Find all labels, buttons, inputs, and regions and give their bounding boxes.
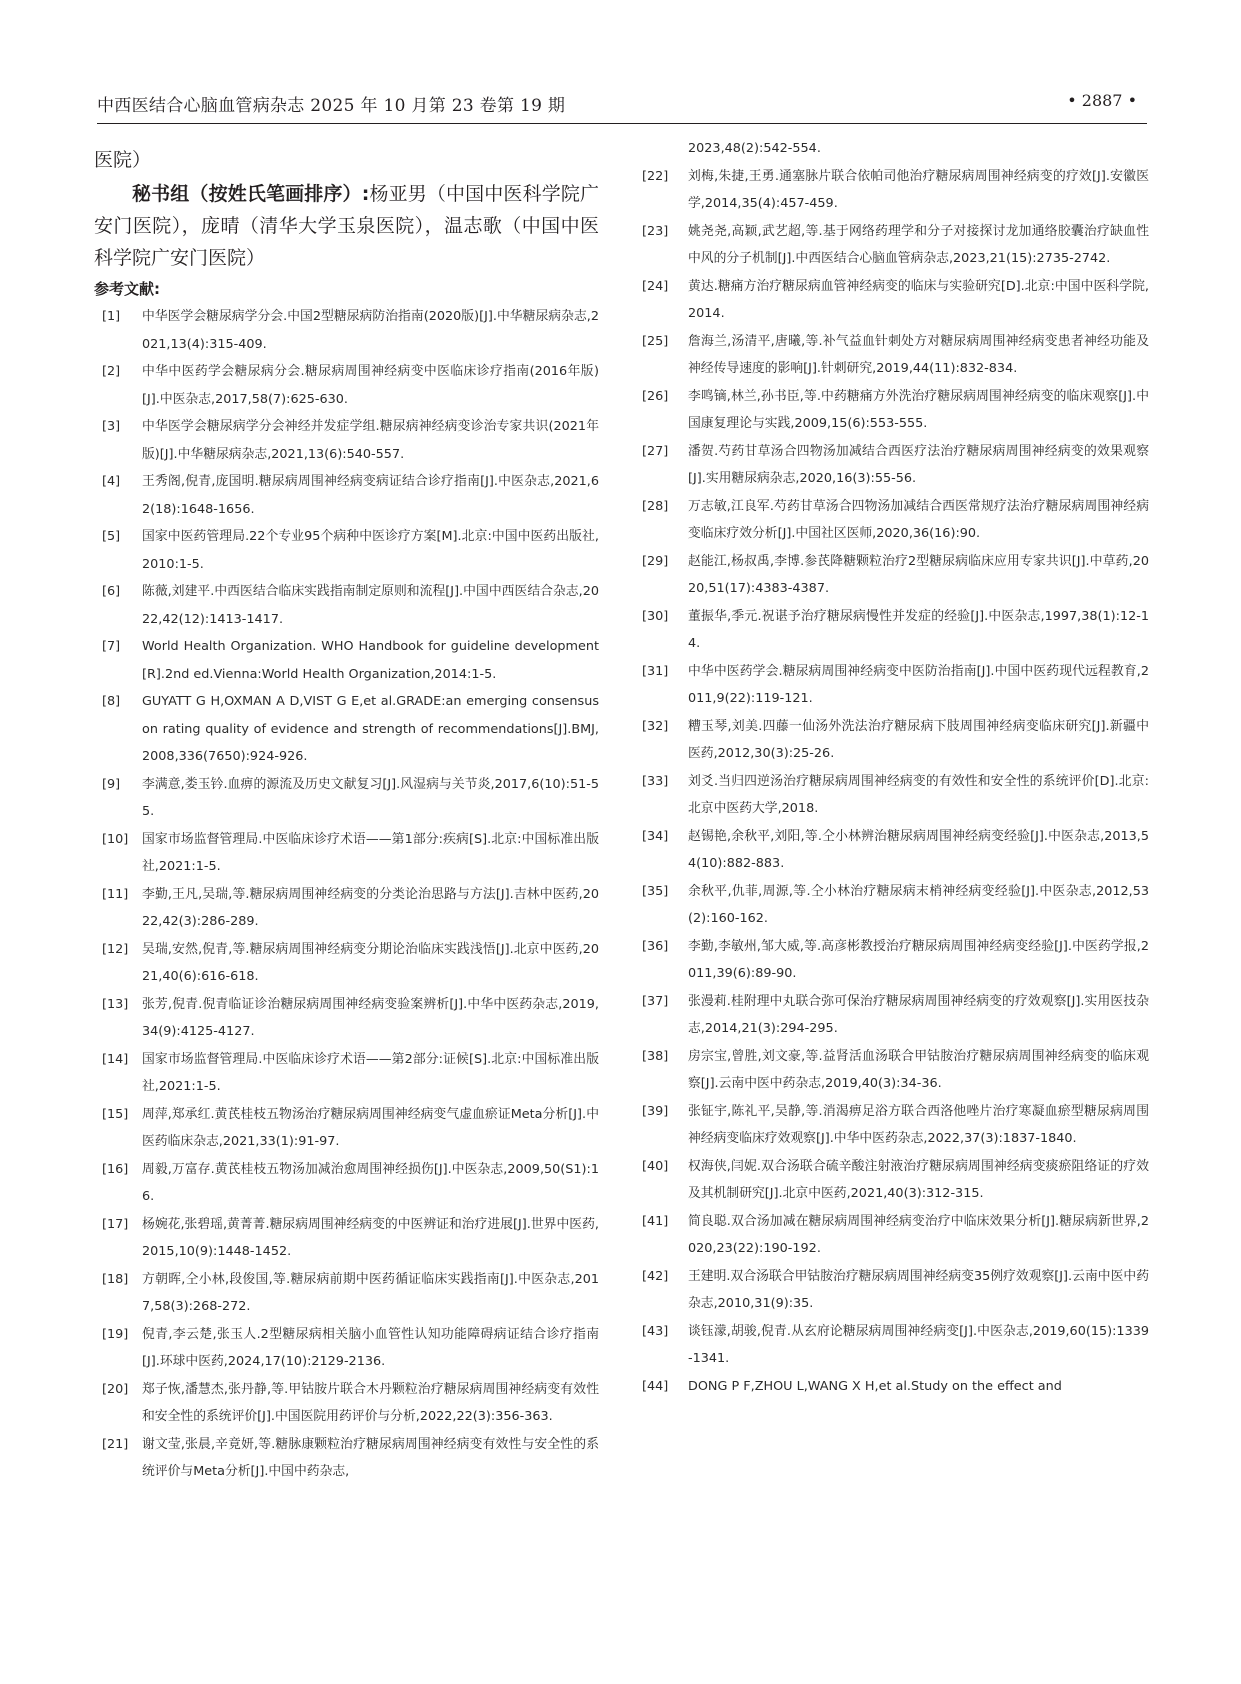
reference-number: [24]	[642, 278, 669, 294]
reference-item	[642, 1098, 1149, 1153]
reference-number: [30]	[642, 608, 669, 624]
reference-continuation: 2023,48(2):542-554.	[688, 141, 821, 156]
left-column	[94, 144, 599, 1486]
reference-text: 方朝晖,仝小林,段俊国,等.糖尿病前期中医药循证临床实践指南[J].中医杂志,2017,58(3):268-272.	[142, 1271, 599, 1314]
reference-number: [27]	[642, 443, 669, 459]
reference-text: GUYATT G H,OXMAN A D,VIST G E,et al.GRADE:an emerging consensus on rating quality of evidence and strength of recommendations[J].BMJ,2008,336(7650):924-926.	[142, 694, 599, 764]
reference-item	[642, 768, 1149, 823]
secretary-lead: 秘书组（按姓氏笔画排序）:	[132, 183, 370, 205]
reference-text: 郑子恢,潘慧杰,张丹静,等.甲钴胺片联合木丹颗粒治疗糖尿病周围神经病变有效性和安全性的系统评价[J].中国医院用药评价与分析,2022,22(3):356-363.	[142, 1381, 599, 1424]
reference-number: [10]	[102, 831, 129, 847]
reference-text: 周毅,万富存.黄芪桂枝五物汤加减治愈周围神经损伤[J].中医杂志,2009,50(S1):16.	[142, 1161, 599, 1204]
reference-text: DONG P F,ZHOU L,WANG X H,et al.Study on the effect and	[688, 1378, 1062, 1394]
reference-number: [43]	[642, 1323, 669, 1339]
reference-item	[94, 881, 599, 936]
reference-item	[642, 218, 1149, 273]
reference-text: 李勤,王凡,吴瑞,等.糖尿病周围神经病变的分类论治思路与方法[J].吉林中医药,2022,42(3):286-289.	[142, 886, 599, 929]
reference-text: 张漫莉.桂附理中丸联合弥可保治疗糖尿病周围神经病变的疗效观察[J].实用医技杂志,2014,21(3):294-295.	[688, 993, 1149, 1036]
reference-item	[642, 823, 1149, 878]
reference-number: [33]	[642, 773, 669, 789]
reference-text: 陈薇,刘建平.中西医结合临床实践指南制定原则和流程[J].中国中西医结合杂志,2022,42(12):1413-1417.	[142, 584, 599, 627]
reference-item	[94, 991, 599, 1046]
reference-number: [1]	[102, 309, 121, 324]
reference-item	[642, 1373, 1149, 1401]
reference-number: [19]	[102, 1326, 129, 1342]
reference-item	[642, 1208, 1149, 1263]
reference-text: 董振华,季元.祝谌予治疗糖尿病慢性并发症的经验[J].中医杂志,1997,38(1):12-14.	[688, 608, 1149, 651]
reference-list-right	[642, 163, 1149, 1401]
reference-item	[642, 493, 1149, 548]
reference-text: 谢文莹,张晨,辛竟妍,等.糖脉康颗粒治疗糖尿病周围神经病变有效性与安全性的系统评价与Meta分析[J].中国中药杂志,	[142, 1436, 599, 1479]
reference-item	[642, 1153, 1149, 1208]
reference-number: [36]	[642, 938, 669, 954]
secretary-members: 杨亚男（中国中医科学院广安门医院），庞晴（清华大学玉泉医院），温志歌（中国中医科学院广安门医院）	[94, 183, 599, 269]
reference-number: [4]	[102, 474, 121, 489]
reference-text: 中华中医药学会.糖尿病周围神经病变中医防治指南[J].中国中医药现代远程教育,2011,9(22):119-121.	[688, 663, 1149, 706]
reference-text: 权海侠,闫妮.双合汤联合硫辛酸注射液治疗糖尿病周围神经病变痰瘀阻络证的疗效及其机制研究[J].北京中医药,2021,40(3):312-315.	[688, 1158, 1149, 1201]
reference-item	[642, 1318, 1149, 1373]
reference-text: 国家中医药管理局.22个专业95个病种中医诊疗方案[M].北京:中国中医药出版社,2010:1-5.	[142, 529, 599, 572]
reference-number: [38]	[642, 1048, 669, 1064]
reference-number: [9]	[102, 776, 121, 792]
reference-item	[94, 1046, 599, 1101]
reference-text: 黄达.糖痛方治疗糖尿病血管神经病变的临床与实验研究[D].北京:中国中医科学院,2014.	[688, 278, 1149, 321]
reference-number: [22]	[642, 168, 669, 184]
reference-number: [32]	[642, 718, 669, 734]
reference-text: 周萍,郑承红.黄芪桂枝五物汤治疗糖尿病周围神经病变气虚血瘀证Meta分析[J].中医药临床杂志,2021,33(1):91-97.	[142, 1106, 599, 1149]
reference-text: 万志敏,江良军.芍药甘草汤合四物汤加减结合西医常规疗法治疗糖尿病周围神经病变临床疗效分析[J].中国社区医师,2020,36(16):90.	[688, 498, 1149, 541]
reference-item	[642, 163, 1149, 218]
reference-number: [12]	[102, 941, 129, 957]
reference-number: [23]	[642, 223, 669, 239]
reference-text: 张芳,倪青.倪青临证诊治糖尿病周围神经病变验案辨析[J].中华中医药杂志,2019,34(9):4125-4127.	[142, 996, 599, 1039]
reference-number: [2]	[102, 364, 121, 379]
reference-text: 国家市场监督管理局.中医临床诊疗术语——第2部分:证候[S].北京:中国标准出版社,2021:1-5.	[142, 1051, 599, 1094]
reference-text: 潘贺.芍药甘草汤合四物汤加减结合西医疗法治疗糖尿病周围神经病变的效果观察[J].实用糖尿病杂志,2020,16(3):55-56.	[688, 443, 1149, 486]
reference-number: [18]	[102, 1271, 129, 1287]
reference-text: 倪青,李云楚,张玉人.2型糖尿病相关脑小血管性认知功能障碍病证结合诊疗指南[J].环球中医药,2024,17(10):2129-2136.	[142, 1326, 599, 1369]
reference-number: [11]	[102, 886, 129, 902]
reference-item	[94, 413, 599, 468]
reference-number: [25]	[642, 333, 669, 349]
reference-item	[642, 1043, 1149, 1098]
journal-title: 中西医结合心脑血管病杂志 2025 年 10 月第 23 卷第 19 期	[97, 96, 566, 116]
reference-text: 李勤,李敏州,邹大威,等.高彦彬教授治疗糖尿病周围神经病变经验[J].中医药学报,2011,39(6):89-90.	[688, 938, 1149, 981]
reference-text: 王秀阁,倪青,庞国明.糖尿病周围神经病变病证结合诊疗指南[J].中医杂志,2021,62(18):1648-1656.	[142, 474, 599, 517]
reference-item	[642, 1263, 1149, 1318]
reference-number: [34]	[642, 828, 669, 844]
reference-text: 杨婉花,张碧瑶,黄菁菁.糖尿病周围神经病变的中医辨证和治疗进展[J].世界中医药,2015,10(9):1448-1452.	[142, 1216, 599, 1259]
reference-number: [5]	[102, 529, 121, 544]
reference-text: 国家市场监督管理局.中医临床诊疗术语——第1部分:疾病[S].北京:中国标准出版社,2021:1-5.	[142, 831, 599, 874]
reference-number: [39]	[642, 1103, 669, 1119]
secretary-group	[94, 178, 599, 274]
reference-item	[642, 438, 1149, 493]
reference-text: 余秋平,仇菲,周源,等.仝小林治疗糖尿病末梢神经病变经验[J].中医杂志,2012,53(2):160-162.	[688, 883, 1149, 926]
reference-number: [16]	[102, 1161, 129, 1177]
reference-text: 房宗宝,曾胜,刘文豪,等.益肾活血汤联合甲钴胺治疗糖尿病周围神经病变的临床观察[J].云南中医中药杂志,2019,40(3):34-36.	[688, 1048, 1149, 1091]
reference-number: [21]	[102, 1436, 129, 1452]
reference-number: [44]	[642, 1378, 669, 1394]
reference-item	[94, 1266, 599, 1321]
header-rule	[97, 123, 1147, 124]
reference-item	[94, 633, 599, 688]
reference-number: [20]	[102, 1381, 129, 1397]
reference-item	[94, 1211, 599, 1266]
reference-item	[642, 383, 1149, 438]
reference-item	[94, 936, 599, 991]
reference-number: [13]	[102, 996, 129, 1012]
reference-item	[642, 603, 1149, 658]
reference-number: [17]	[102, 1216, 129, 1232]
reference-item	[642, 713, 1149, 768]
continued-text: 医院）	[94, 149, 152, 171]
reference-item	[642, 878, 1149, 933]
reference-text: 刘梅,朱捷,王勇.通塞脉片联合依帕司他治疗糖尿病周围神经病变的疗效[J].安徽医学,2014,35(4):457-459.	[688, 168, 1149, 211]
reference-text: 中华中医药学会糖尿病分会.糖尿病周围神经病变中医临床诊疗指南(2016年版)[J].中医杂志,2017,58(7):625-630.	[142, 364, 599, 407]
reference-item	[94, 826, 599, 881]
reference-number: [3]	[102, 419, 121, 434]
reference-item	[94, 1376, 599, 1431]
page-number: • 2887 •	[1067, 91, 1137, 110]
reference-item	[642, 328, 1149, 383]
reference-item	[94, 1156, 599, 1211]
reference-number: [40]	[642, 1158, 669, 1174]
reference-number: [8]	[102, 694, 121, 709]
reference-number: [6]	[102, 584, 121, 599]
reference-number: [28]	[642, 498, 669, 514]
reference-text: 吴瑞,安然,倪青,等.糖尿病周围神经病变分期论治临床实践浅悟[J].北京中医药,2021,40(6):616-618.	[142, 941, 599, 984]
reference-text: 李鸣镝,林兰,孙书臣,等.中药糖痛方外洗治疗糖尿病周围神经病变的临床观察[J].中国康复理论与实践,2009,15(6):553-555.	[688, 388, 1149, 431]
reference-text: 赵能江,杨叔禹,李博.参芪降糖颗粒治疗2型糖尿病临床应用专家共识[J].中草药,2020,51(17):4383-4387.	[688, 553, 1149, 596]
reference-item	[94, 688, 599, 771]
reference-item	[94, 468, 599, 523]
reference-text: 王建明.双合汤联合甲钴胺治疗糖尿病周围神经病变35例疗效观察[J].云南中医中药杂志,2010,31(9):35.	[688, 1268, 1149, 1311]
reference-text: 姚尧尧,高颖,武艺超,等.基于网络药理学和分子对接探讨龙加通络胶囊治疗缺血性中风的分子机制[J].中西医结合心脑血管病杂志,2023,21(15):2735-2742.	[688, 223, 1149, 266]
reference-item	[642, 658, 1149, 713]
reference-item	[94, 1431, 599, 1486]
reference-item	[642, 548, 1149, 603]
reference-text: 简良聪.双合汤加减在糖尿病周围神经病变治疗中临床效果分析[J].糖尿病新世界,2020,23(22):190-192.	[688, 1213, 1149, 1256]
reference-text: 糟玉琴,刘美.四藤一仙汤外洗法治疗糖尿病下肢周围神经病变临床研究[J].新疆中医药,2012,30(3):25-26.	[688, 718, 1149, 761]
references-heading: 参考文献:	[94, 280, 160, 298]
reference-item	[94, 1101, 599, 1156]
reference-text: 詹海兰,汤清平,唐曦,等.补气益血针刺处方对糖尿病周围神经病变患者神经功能及神经传导速度的影响[J].针刺研究,2019,44(11):832-834.	[688, 333, 1149, 376]
reference-number: [7]	[102, 639, 121, 654]
reference-number: [35]	[642, 883, 669, 899]
reference-list-left	[94, 303, 599, 1486]
reference-text: 谈钰濛,胡骏,倪青.从玄府论糖尿病周围神经病变[J].中医杂志,2019,60(15):1339-1341.	[688, 1323, 1149, 1366]
reference-item	[642, 988, 1149, 1043]
reference-number: [41]	[642, 1213, 669, 1229]
running-header	[97, 91, 1145, 121]
reference-text: 中华医学会糖尿病学分会神经并发症学组.糖尿病神经病变诊治专家共识(2021年版)[J].中华糖尿病杂志,2021,13(6):540-557.	[142, 419, 599, 462]
reference-item	[94, 358, 599, 413]
reference-number: [14]	[102, 1051, 129, 1067]
reference-number: [42]	[642, 1268, 669, 1284]
reference-text: 李满意,娄玉钤.血痹的源流及历史文献复习[J].风湿病与关节炎,2017,6(10):51-55.	[142, 776, 599, 819]
reference-item	[94, 771, 599, 826]
reference-item	[94, 523, 599, 578]
reference-text: 赵锡艳,余秋平,刘阳,等.仝小林辨治糖尿病周围神经病变经验[J].中医杂志,2013,54(10):882-883.	[688, 828, 1149, 871]
reference-item	[94, 303, 599, 358]
reference-item	[94, 1321, 599, 1376]
reference-text: World Health Organization. WHO Handbook for guideline development[R].2nd ed.Vienna:World Health Organization,2014:1-5.	[142, 639, 599, 682]
reference-text: 中华医学会糖尿病学分会.中国2型糖尿病防治指南(2020版)[J].中华糖尿病杂志,2021,13(4):315-409.	[142, 309, 599, 352]
reference-text: 张钲宇,陈礼平,吴静,等.消渴痹足浴方联合西洛他唑片治疗寒凝血瘀型糖尿病周围神经病变临床疗效观察[J].中华中医药杂志,2022,37(3):1837-1840.	[688, 1103, 1149, 1146]
reference-item	[94, 578, 599, 633]
reference-number: [26]	[642, 388, 669, 404]
reference-text: 刘爻.当归四逆汤治疗糖尿病周围神经病变的有效性和安全性的系统评价[D].北京:北京中医药大学,2018.	[688, 773, 1149, 816]
reference-item	[642, 933, 1149, 988]
reference-number: [29]	[642, 553, 669, 569]
reference-item	[642, 273, 1149, 328]
reference-number: [37]	[642, 993, 669, 1009]
reference-number: [31]	[642, 663, 669, 679]
reference-number: [15]	[102, 1106, 129, 1122]
right-column	[642, 141, 1149, 1400]
